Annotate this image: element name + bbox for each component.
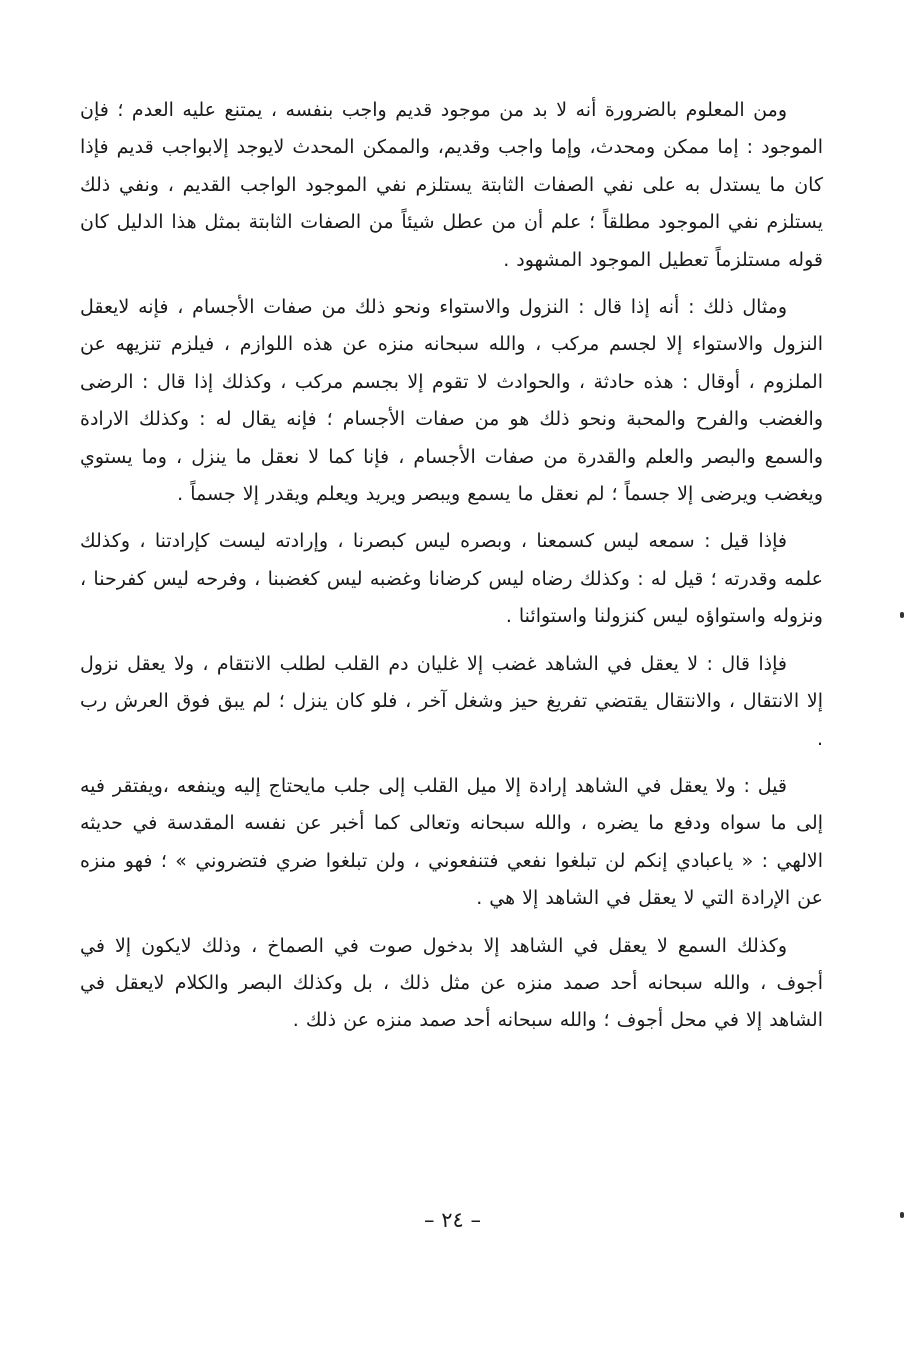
page-number: – ٢٤ –: [424, 1208, 481, 1232]
paragraph-2: ومثال ذلك : أنه إذا قال : النزول والاستواء ونحو ذلك من صفات الأجسام ، فإنه لايعقل النزول والاستواء إلا لجسم مركب ، والله سبحانه منزه عن هذه اللوازم ، فيلزم تنزيهه عن الملزوم ، أوقال : هذه حادثة ، والحوادث لا تقوم إلا بجسم مركب ، وكذلك إذا قال : الرضى والغضب والفرح والمحبة ونحو ذلك هو من صفات الأجسام ؛ فإنه يقال له : وكذلك الارادة والسمع والبصر والعلم والقدرة من صفات الأجسام ، فإنا كما لا نعقل ما ينزل ، وما يستوي ويغضب ويرضى إلا جسماً ؛ لم نعقل ما يسمع ويبصر ويريد ويعلم ويقدر إلا جسماً .: [80, 296, 823, 506]
paragraph-3: فإذا قيل : سمعه ليس كسمعنا ، وبصره ليس كبصرنا ، وإرادته ليست كإرادتنا ، وكذلك علمه وقدرته ؛ قيل له : وكذلك رضاه ليس كرضانا وغضبه ليس كغضبنا ، وفرحه ليس كفرحنا ، ونزوله واستواؤه ليس كنزولنا واستوائنا .: [80, 530, 823, 628]
paragraph-6: وكذلك السمع لا يعقل في الشاهد إلا بدخول صوت في الصماخ ، وذلك لايكون إلا في أجوف ، والله سبحانه أحد صمد منزه عن مثل ذلك ، بل وكذلك البصر والكلام لايعقل في الشاهد إلا في محل أجوف ؛ والله سبحانه أحد صمد منزه عن ذلك .: [80, 934, 823, 1032]
paragraph-1: ومن المعلوم بالضرورة أنه لا بد من موجود قديم واجب بنفسه ، يمتنع عليه العدم ؛ فإن الموجود : إما ممكن ومحدث، وإما واجب وقديم، والممكن المحدث لايوجد إلابواجب قديم فإذا كان ما يستدل به على نفي الصفات الثابتة يستلزم نفي الموجود الواجب القديم ، ونفي ذلك يستلزم نفي الموجود مطلقاً ؛ علم أن من عطل شيئاً من الصفات الثابتة بمثل هذا الدليل كان قوله مستلزماً تعطيل الموجود المشهود .: [80, 99, 823, 271]
scan-edge-mark: [900, 612, 904, 618]
scan-edge-mark: [900, 1212, 904, 1218]
paragraph-5: قيل : ولا يعقل في الشاهد إرادة إلا ميل القلب إلى جلب مايحتاج إليه وينفعه ،ويفتقر فيه إلى ما سواه ودفع ما يضره ، والله سبحانه وتعالى كما أخبر عن نفسه المقدسة في حديثه الالهي : « ياعبادي إنكم لن تبلغوا نفعي فتنفعوني ، ولن تبلغوا ضري فتضروني » ؛ فهو منزه عن الإرادة التي لا يعقل في الشاهد إلا هي .: [80, 774, 823, 910]
page-body: [80, 92, 823, 1050]
paragraph-4: فإذا قال : لا يعقل في الشاهد غضب إلا غليان دم القلب لطلب الانتقام ، ولا يعقل نزول إلا الانتقال ، والانتقال يقتضي تفريغ حيز وشغل آخر ، فلو كان ينزل ؛ لم يبق فوق العرش رب .: [80, 652, 823, 750]
